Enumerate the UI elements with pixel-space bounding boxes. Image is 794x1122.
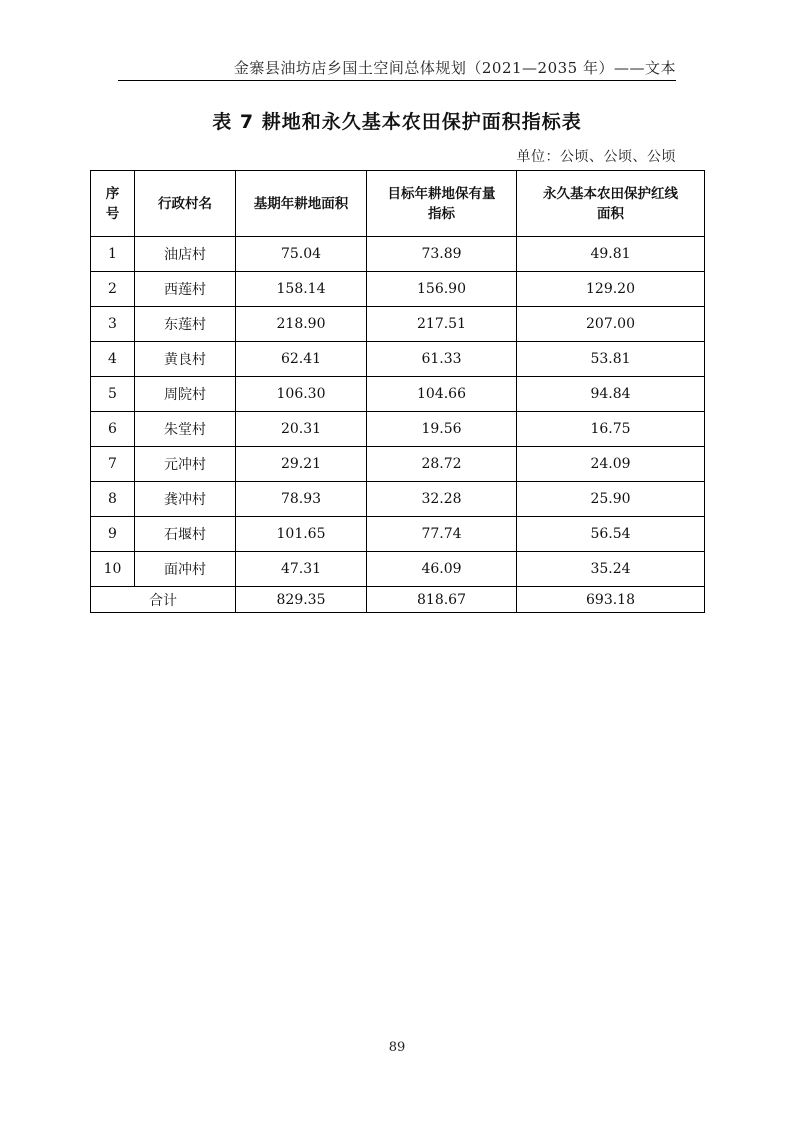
- cell-serial: 3: [91, 307, 135, 342]
- header-rule: [118, 80, 676, 81]
- cell-target-retention: 19.56: [367, 412, 517, 447]
- table-row: [91, 272, 705, 307]
- cell-serial: 4: [91, 342, 135, 377]
- cell-permanent-farmland: 53.81: [517, 342, 705, 377]
- cell-village: 东莲村: [135, 307, 236, 342]
- cell-target-retention: 77.74: [367, 517, 517, 552]
- table-row: [91, 342, 705, 377]
- cell-target-retention: 104.66: [367, 377, 517, 412]
- table-row: [91, 482, 705, 517]
- column-header-village-line-1: 行政村名: [158, 195, 212, 212]
- table-body: [91, 237, 705, 587]
- total-permanent-farmland: 693.18: [517, 587, 705, 613]
- cell-target-retention: 46.09: [367, 552, 517, 587]
- column-header-serial: [91, 171, 135, 237]
- cell-base-year-area: 158.14: [236, 272, 367, 307]
- cell-base-year-area: 101.65: [236, 517, 367, 552]
- cell-permanent-farmland: 25.90: [517, 482, 705, 517]
- cell-village: 龚冲村: [135, 482, 236, 517]
- column-header-target-retention-line-2: 指标: [428, 205, 455, 222]
- table-row: [91, 447, 705, 482]
- total-target-retention: 818.67: [367, 587, 517, 613]
- cell-permanent-farmland: 49.81: [517, 237, 705, 272]
- cell-permanent-farmland: 16.75: [517, 412, 705, 447]
- column-header-permanent-farmland-line-2: 面积: [597, 205, 624, 222]
- cell-target-retention: 217.51: [367, 307, 517, 342]
- cell-serial: 8: [91, 482, 135, 517]
- column-header-base-year-area: [236, 171, 367, 237]
- total-label: 合计: [91, 587, 236, 613]
- cell-village: 西莲村: [135, 272, 236, 307]
- table-total-row: [91, 587, 705, 613]
- column-header-serial-line-2: 号: [105, 205, 120, 222]
- total-base-year-area: 829.35: [236, 587, 367, 613]
- cell-serial: 6: [91, 412, 135, 447]
- cell-base-year-area: 47.31: [236, 552, 367, 587]
- cell-serial: 2: [91, 272, 135, 307]
- cell-permanent-farmland: 56.54: [517, 517, 705, 552]
- cell-base-year-area: 29.21: [236, 447, 367, 482]
- cell-base-year-area: 218.90: [236, 307, 367, 342]
- cell-serial: 5: [91, 377, 135, 412]
- cell-serial: 1: [91, 237, 135, 272]
- cell-village: 朱堂村: [135, 412, 236, 447]
- table-row: [91, 552, 705, 587]
- cell-village: 油店村: [135, 237, 236, 272]
- unit-note: 单位：公顷、公顷、公顷: [516, 149, 676, 165]
- cell-village: 元冲村: [135, 447, 236, 482]
- cell-village: 面冲村: [135, 552, 236, 587]
- column-header-target-retention-line-1: 目标年耕地保有量: [387, 185, 496, 202]
- cell-target-retention: 156.90: [367, 272, 517, 307]
- cell-village: 石堰村: [135, 517, 236, 552]
- cell-village: 黄良村: [135, 342, 236, 377]
- cell-target-retention: 73.89: [367, 237, 517, 272]
- cell-serial: 9: [91, 517, 135, 552]
- column-header-permanent-farmland: [517, 171, 705, 237]
- cell-serial: 7: [91, 447, 135, 482]
- farmland-protection-table: [90, 170, 705, 613]
- cell-base-year-area: 106.30: [236, 377, 367, 412]
- column-header-target-retention: [367, 171, 517, 237]
- table-row: [91, 307, 705, 342]
- column-header-base-year-area-line-1: 基期年耕地面积: [253, 195, 349, 212]
- column-header-village: [135, 171, 236, 237]
- cell-base-year-area: 62.41: [236, 342, 367, 377]
- page-number: 89: [388, 1040, 406, 1055]
- cell-permanent-farmland: 35.24: [517, 552, 705, 587]
- cell-village: 周院村: [135, 377, 236, 412]
- cell-base-year-area: 20.31: [236, 412, 367, 447]
- table-title: 表 7 耕地和永久基本农田保护面积指标表: [212, 111, 582, 133]
- cell-target-retention: 32.28: [367, 482, 517, 517]
- running-header: 金寨县油坊店乡国土空间总体规划（2021—2035 年）——文本: [233, 59, 676, 77]
- table-row: [91, 237, 705, 272]
- column-header-permanent-farmland-line-1: 永久基本农田保护红线: [543, 185, 678, 202]
- column-header-serial-line-1: 序: [105, 185, 120, 202]
- cell-permanent-farmland: 94.84: [517, 377, 705, 412]
- cell-base-year-area: 75.04: [236, 237, 367, 272]
- cell-serial: 10: [91, 552, 135, 587]
- cell-target-retention: 28.72: [367, 447, 517, 482]
- cell-base-year-area: 78.93: [236, 482, 367, 517]
- cell-target-retention: 61.33: [367, 342, 517, 377]
- table-row: [91, 412, 705, 447]
- table-row: [91, 377, 705, 412]
- table-row: [91, 517, 705, 552]
- table-header-row: [91, 171, 705, 237]
- cell-permanent-farmland: 129.20: [517, 272, 705, 307]
- cell-permanent-farmland: 24.09: [517, 447, 705, 482]
- cell-permanent-farmland: 207.00: [517, 307, 705, 342]
